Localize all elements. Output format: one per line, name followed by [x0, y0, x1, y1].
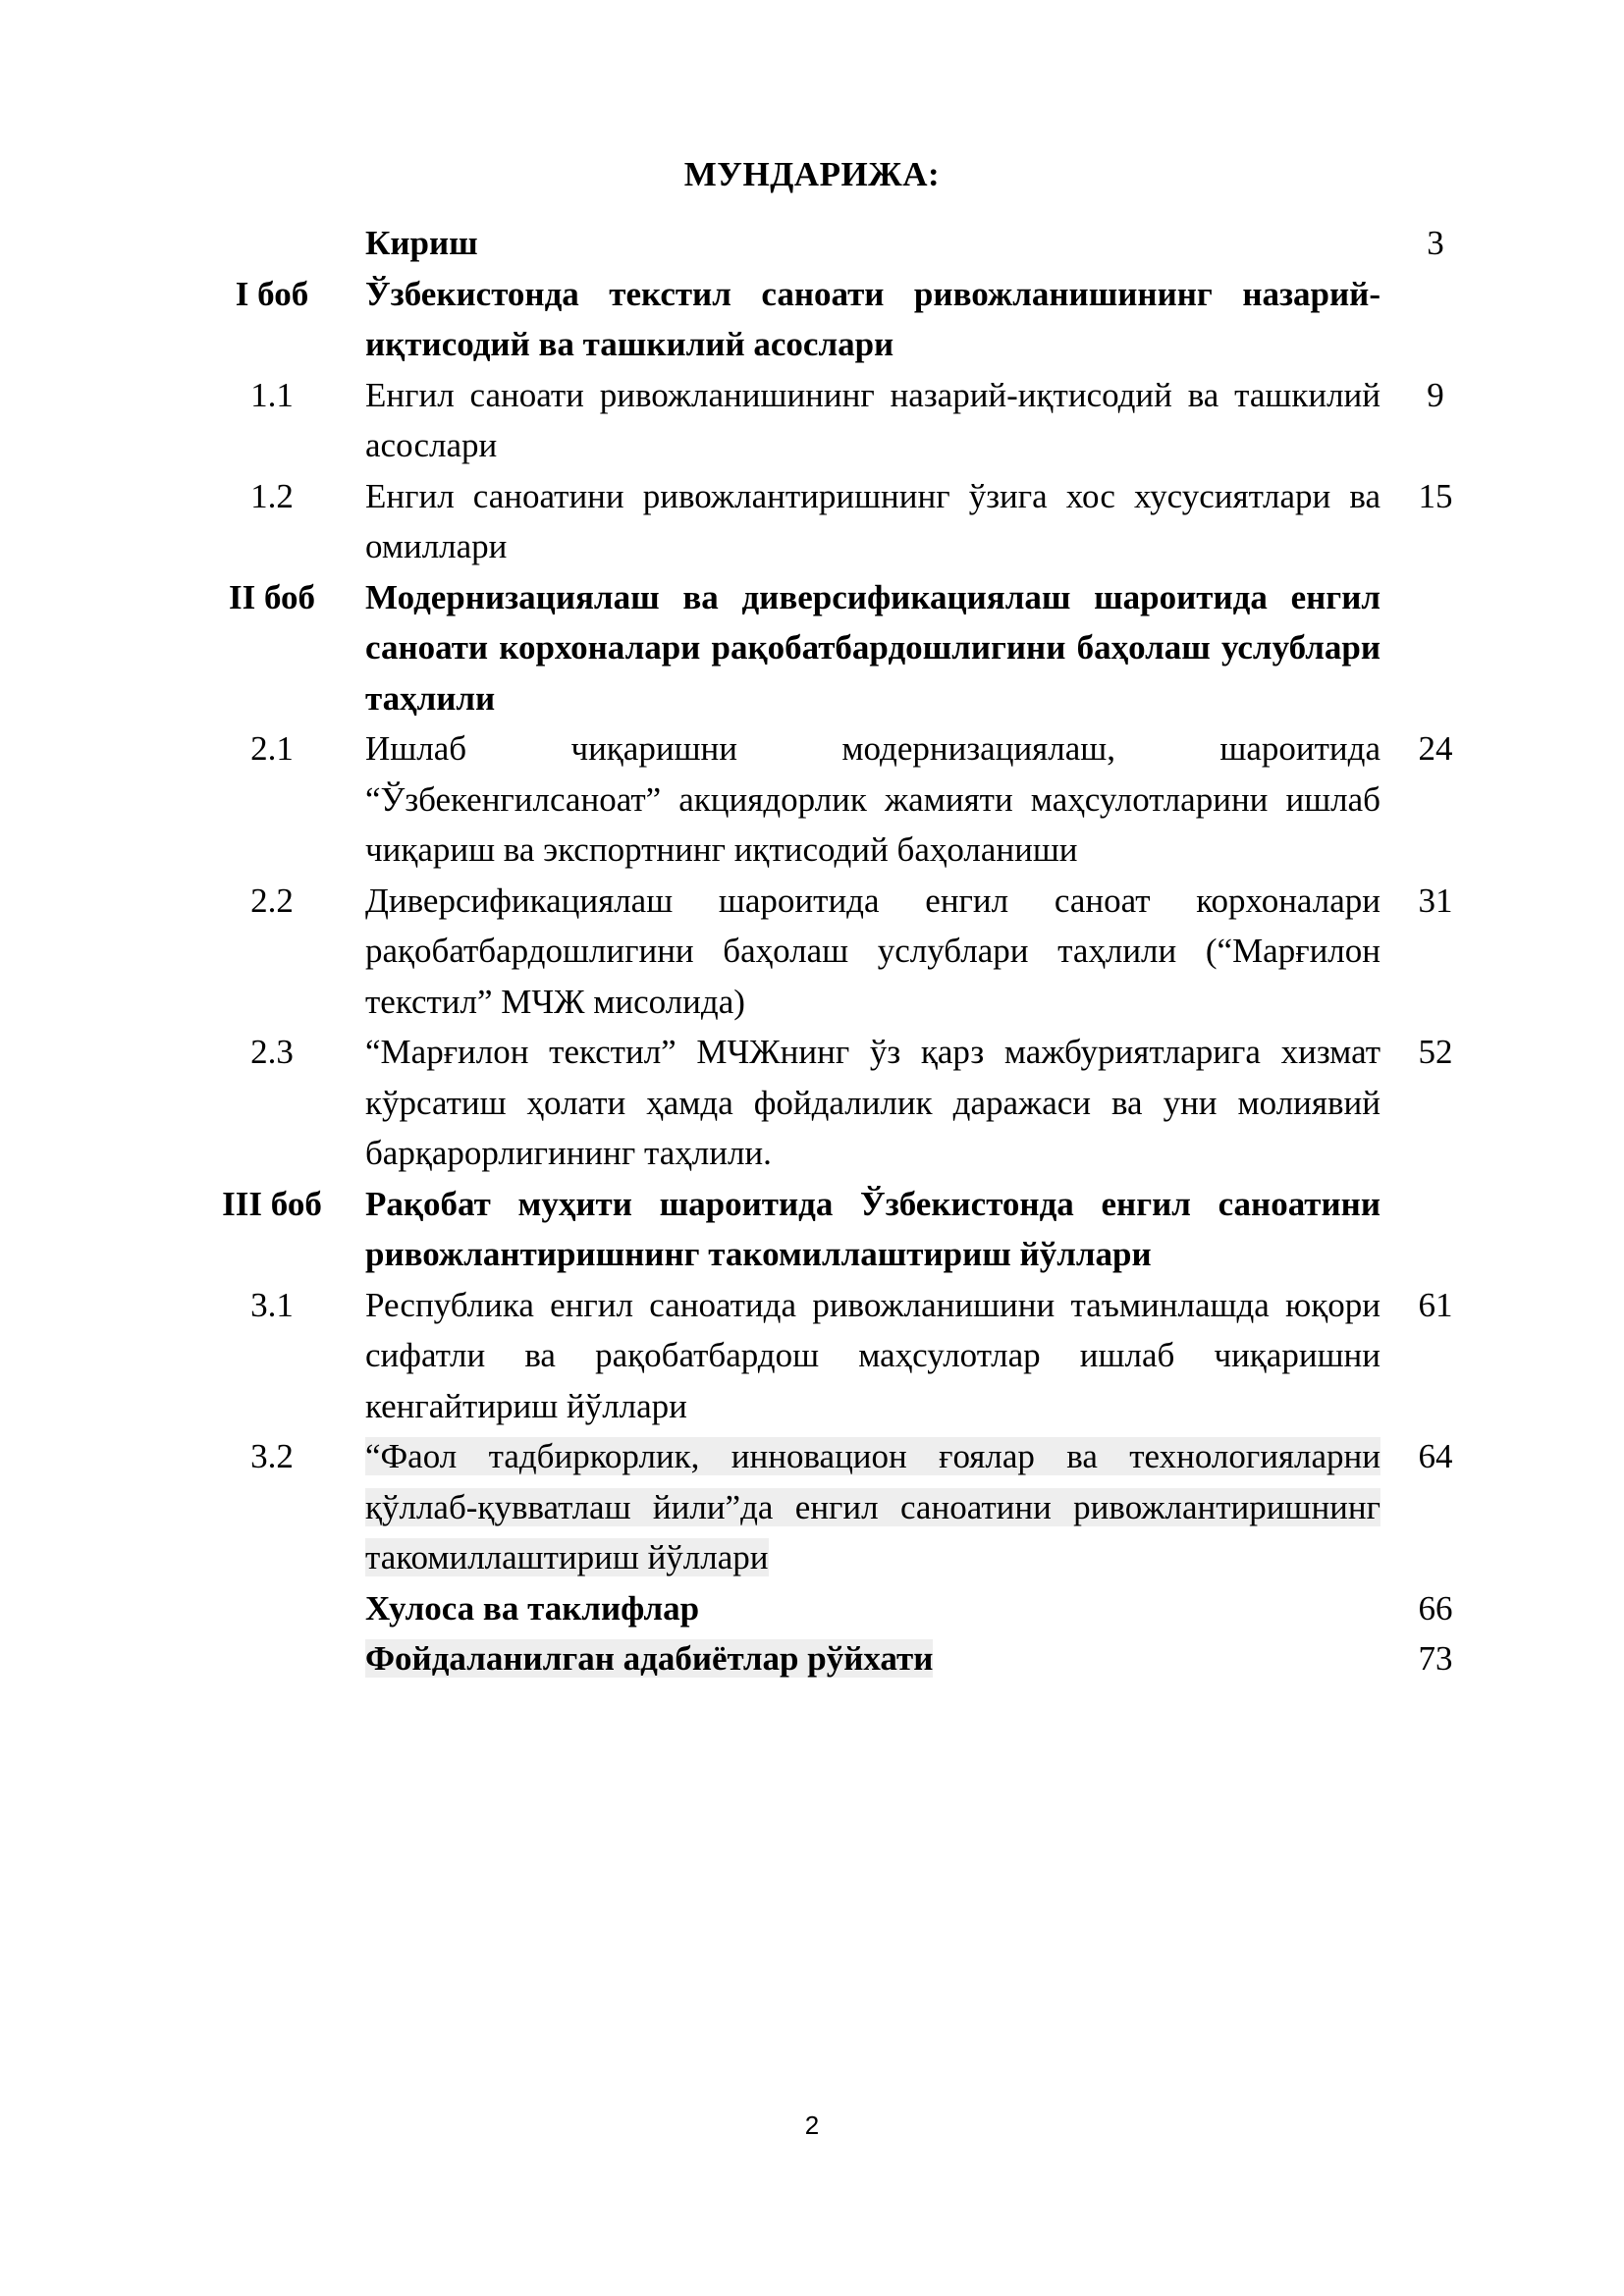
- toc-entry-page: 61: [1418, 1285, 1453, 1324]
- toc-entry-section-2-1[interactable]: [218, 723, 1494, 876]
- toc-entry-section-3-2[interactable]: [218, 1431, 1494, 1583]
- toc-entry-introduction[interactable]: [218, 218, 1494, 269]
- toc-entry-section-1-2[interactable]: [218, 471, 1494, 572]
- toc-entry-number: II боб: [228, 577, 316, 616]
- page-number: 2: [804, 2110, 820, 2140]
- table-of-contents: [218, 218, 1494, 1684]
- toc-entry-section-3-1[interactable]: [218, 1280, 1494, 1432]
- toc-entry-text: [365, 1431, 1380, 1583]
- toc-entry-page: 31: [1418, 881, 1453, 920]
- toc-entry-section-1-1[interactable]: [218, 370, 1494, 471]
- toc-entry-page: 9: [1427, 375, 1444, 414]
- toc-entry-number: 3.2: [250, 1437, 294, 1475]
- toc-entry-text: [365, 1633, 1380, 1684]
- toc-entry-number: III боб: [222, 1184, 322, 1223]
- toc-entry-text: Ўзбекистонда текстил саноати ривожланишининг назарий-иқтисодий ва ташкилий асослари: [365, 274, 1380, 363]
- toc-entry-number: 1.1: [250, 375, 294, 414]
- toc-entry-page: 73: [1418, 1639, 1453, 1678]
- toc-entry-number: 1.2: [250, 476, 294, 515]
- toc-entry-conclusions[interactable]: [218, 1583, 1494, 1634]
- highlighted-text: Фойдаланилган адабиётлар рўйхати: [365, 1639, 934, 1678]
- toc-entry-text: Енгил саноатини ривожлантиришнинг ўзига хос хусусиятлари ва омиллари: [365, 476, 1380, 565]
- toc-title: МУНДАРИЖА:: [683, 155, 941, 193]
- highlighted-text: “Фаол тадбиркорлик, инновацион ғоялар ва технологияларни қўллаб-қувватлаш йили”да енгил саноатини ривожлантиришнинг такомиллаштириш йўллари: [365, 1437, 1380, 1576]
- toc-entry-text: Ишлаб чиқаришни модернизациялаш, шароитида “Ўзбекенгилсаноат” акциядорлик жамияти маҳсулотларини ишлаб чиқариш ва экспортнинг иқтисодий баҳоланиши: [365, 729, 1380, 869]
- toc-entry-number: I боб: [235, 274, 309, 313]
- toc-entry-page: 24: [1418, 729, 1453, 768]
- toc-entry-page: 66: [1418, 1588, 1453, 1628]
- toc-entry-chapter-3[interactable]: [218, 1179, 1494, 1280]
- toc-entry-text: Модернизациялаш ва диверсификациялаш шароитида енгил саноати корхоналари рақобатбардошлигини баҳолаш услублари таҳлили: [365, 577, 1380, 718]
- toc-entry-text: Диверсификациялаш шароитида енгил саноат корхоналари рақобатбардошлигини баҳолаш услублари таҳлили (“Марғилон текстил” МЧЖ мисолида): [365, 881, 1380, 1021]
- toc-entry-references[interactable]: [218, 1633, 1494, 1684]
- toc-entry-page: 15: [1418, 476, 1453, 515]
- toc-entry-section-2-2[interactable]: [218, 876, 1494, 1028]
- toc-entry-number: 2.3: [250, 1033, 294, 1071]
- toc-entry-page: 64: [1418, 1437, 1453, 1475]
- toc-entry-text: Республика енгил саноатида ривожланишини таъминлашда юқори сифатли ва рақобатбардош маҳсулотлар ишлаб чиқаришни кенгайтириш йўллари: [365, 1285, 1380, 1425]
- toc-entry-text: Кириш: [365, 224, 478, 262]
- toc-entry-number: 3.1: [250, 1285, 294, 1324]
- toc-entry-text: Енгил саноати ривожланишининг назарий-иқтисодий ва ташкилий асослари: [365, 375, 1380, 464]
- toc-entry-text: “Марғилон текстил” МЧЖнинг ўз қарз мажбуриятларига хизмат кўрсатиш ҳолати ҳамда фойдалилик даражаси ва уни молиявий барқарорлигининг таҳлили.: [365, 1033, 1380, 1172]
- toc-entry-page: 3: [1427, 224, 1444, 262]
- toc-entry-text: Хулоса ва таклифлар: [365, 1588, 700, 1628]
- toc-entry-chapter-1[interactable]: [218, 269, 1494, 370]
- toc-entry-chapter-2[interactable]: [218, 572, 1494, 724]
- toc-entry-section-2-3[interactable]: [218, 1027, 1494, 1179]
- toc-entry-number: 2.1: [250, 729, 294, 768]
- toc-entry-text: Рақобат муҳити шароитида Ўзбекистонда енгил саноатини ривожлантиришнинг такомиллаштириш йўллари: [365, 1184, 1380, 1273]
- toc-entry-number: 2.2: [250, 881, 294, 920]
- toc-entry-page: 52: [1418, 1033, 1453, 1071]
